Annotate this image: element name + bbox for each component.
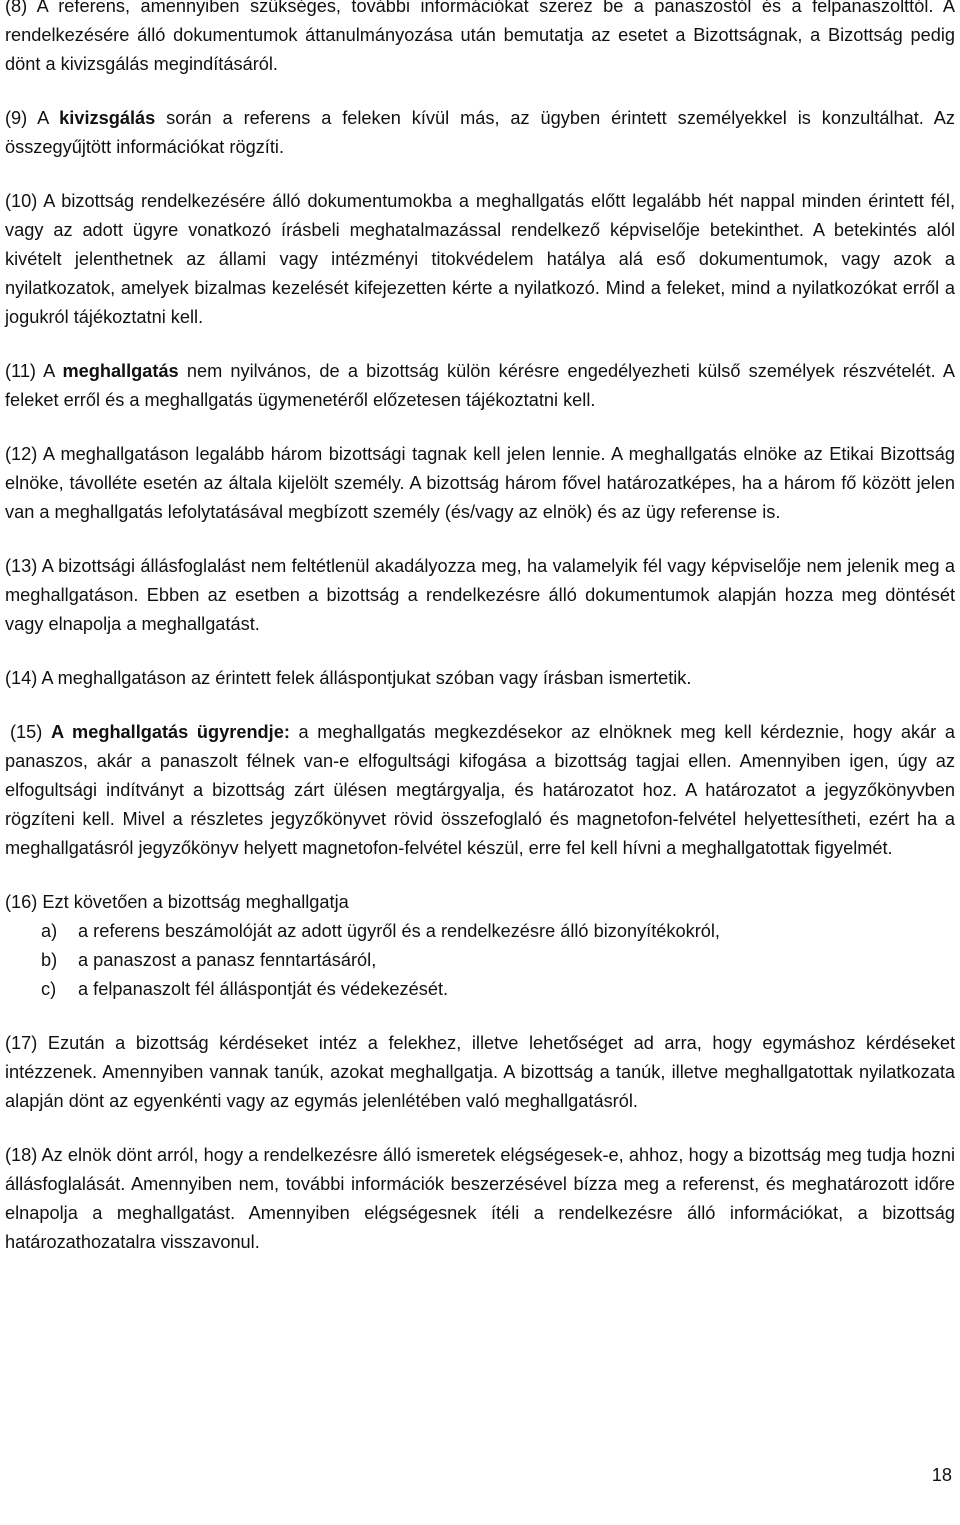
list-item (5, 975, 955, 1004)
paragraph-13: (13) A bizottsági állásfoglalást nem feltétlenül akadályozza meg, ha valamelyik fél vagy képviselője nem jelenik meg a meghallgatáson. Ebben az esetben a bizottság a rendelkezésre álló dokumentumok alapján hozza meg döntését vagy elnapolja a meghallgatást. (5, 556, 955, 634)
list-item-marker: a) (41, 921, 58, 941)
paragraph-15 (5, 718, 955, 863)
paragraph-18: (18) Az elnök dönt arról, hogy a rendelkezésre álló ismeretek elégségesek-e, ahhoz, hogy a bizottság meg tudja hozni állásfoglalását. Amennyiben nem, további információk beszerzésével bízza meg a referenst, és meghatározott időre elnapolja a meghallgatást. Amennyiben elégségesnek ítéli a rendelkezésre álló információkat, a bizottság határozathozatalra visszavonul. (5, 1145, 955, 1252)
paragraph-11-prefix: (11) A (5, 361, 63, 381)
paragraph-17: (17) Ezután a bizottság kérdéseket intéz a felekhez, illetve lehetőséget ad arra, hogy egymáshoz kérdéseket intézzenek. Amennyiben vannak tanúk, azokat meghallgatja. A bizottság a tanúk, illetve meghallgatottak nyilatkozata alapján dönt az egyenkénti vagy az egymás jelenlétében való meghallgatásról. (5, 1033, 955, 1111)
paragraph-9 (5, 104, 955, 162)
paragraph-9-prefix: (9) A (5, 108, 60, 128)
paragraph-9-bold-term: kivizsgálás (59, 108, 156, 128)
paragraph-9-body: során a referens a feleken kívül más, az ügyben érintett személyekkel is konzultálhat. Az összegyűjtött információkat rögzíti. (5, 108, 955, 157)
list-item-text: a felpanaszolt fél álláspontját és védekezését. (78, 979, 449, 999)
paragraph-12: (12) A meghallgatáson legalább három bizottsági tagnak kell jelen lennie. A meghallgatás elnöke az Etikai Bizottság elnöke, távolléte esetén az általa kijelölt személy. A bizottság három fővel határozatképes, ha a három fő között jelen van a meghallgatás lefolytatásával megbízott személy (és/vagy az elnök) és az ügy referense is. (5, 444, 955, 522)
list-item-text: a panaszost a panasz fenntartásáról, (78, 950, 377, 970)
document-page (5, 0, 955, 1282)
paragraph-11 (5, 357, 955, 415)
paragraph-8: (8) A referens, amennyiben szükséges, további információkat szerez be a panaszostól és a felpanaszolttól. A rendelkezésére álló dokumentumok áttanulmányozása után bemutatja az esetet a Bizottságnak, a Bizottság pedig dönt a kivizsgálás megindításáról. (5, 0, 955, 74)
paragraph-15-body: a meghallgatás megkezdésekor az elnöknek meg kell kérdeznie, hogy akár a panaszos, akár a panaszolt félnek van-e elfogultsági kifogása a bizottság tagjai ellen. Amennyiben igen, úgy az elfogultsági indítványt a bizottság zárt ülésen megtárgyalja, és határozatot hoz. A határozatot a jegyzőkönyvben rögzíteni kell. Mivel a részletes jegyzőkönyvet rövid összefoglaló és magnetofon-felvétel helyettesítheti, ezért ha a meghallgatásról jegyzőkönyv helyett magnetofon-felvétel készül, erre fel kell hívni a meghallgatottak figyelmét. (5, 722, 955, 858)
paragraph-11-body: nem nyilvános, de a bizottság külön kérésre engedélyezheti külső személyek részvételét. A feleket erről és a meghallgatás ügymenetéről előzetesen tájékoztatni kell. (5, 361, 955, 410)
list-item (5, 946, 955, 975)
paragraph-15-prefix: (15) (10, 722, 51, 742)
paragraph-14: (14) A meghallgatáson az érintett felek álláspontjukat szóban vagy írásban ismertetik. (5, 668, 692, 688)
paragraph-11-bold-term: meghallgatás (62, 361, 179, 381)
list-item-text: a referens beszámolóját az adott ügyről és a rendelkezésre álló bizonyítékokról, (78, 921, 720, 941)
paragraph-10: (10) A bizottság rendelkezésére álló dokumentumokba a meghallgatás előtt legalább hét nappal minden érintett fél, vagy az adott ügyre vonatkozó írásbeli meghatalmazással rendelkező képviselője betekinthet. A betekintés alól kivételt jelenthetnek az állami vagy intézményi titokvédelem hatálya alá eső dokumentumok, vagy azok a nyilatkozatok, amelyek bizalmas kezelését kifejezetten kérte a nyilatkozó. Mind a feleket, mind a nyilatkozókat erről a jogukról tájékoztatni kell. (5, 191, 955, 327)
page-number: 18 (931, 1465, 952, 1485)
list-item-marker: c) (41, 979, 57, 999)
list-item-marker: b) (41, 950, 58, 970)
list-item (5, 917, 955, 946)
paragraph-16-list (5, 917, 955, 1004)
paragraph-16-intro: (16) Ezt követően a bizottság meghallgatja (5, 892, 349, 912)
paragraph-15-bold-term: A meghallgatás ügyrendje: (50, 722, 290, 742)
